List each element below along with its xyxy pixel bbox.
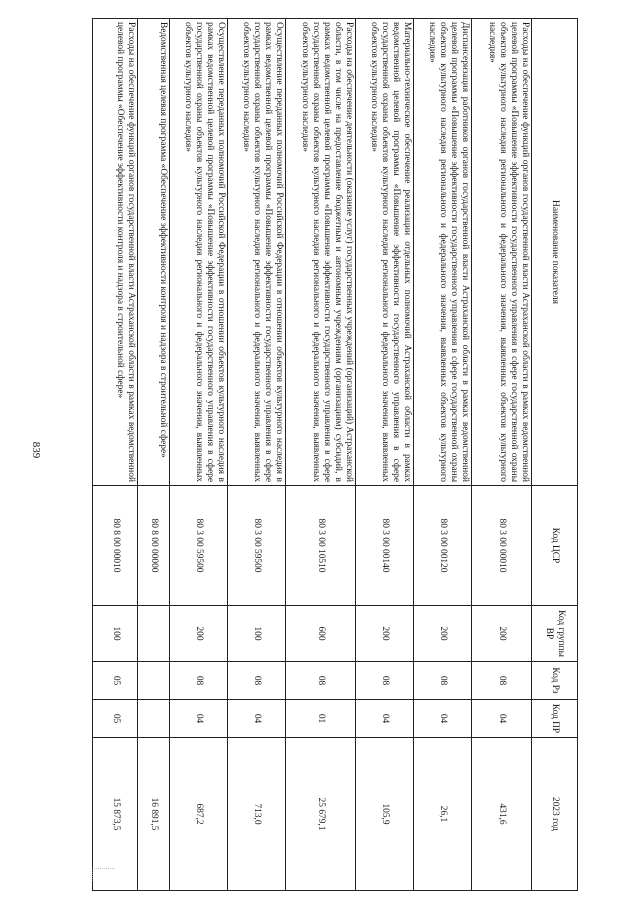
row-csr: 80 3 00 10510: [286, 486, 356, 606]
row-pr: 05: [93, 700, 138, 738]
row-amount: 16 891,5: [138, 738, 170, 891]
header-name: Наименование показателя: [532, 19, 578, 486]
header-csr: Код ЦСР: [532, 486, 578, 606]
row-csr: 80 3 00 00010: [472, 486, 532, 606]
table-row: [356, 19, 414, 891]
row-name: Осуществление переданных полномочий Российской Федерации в отношении объектов культурного наследия в рамках ведомственной целевой программы «Повышение эффективности государственного управления в сфере государственной охраны объектов культурного наследия регионального и федерального значения, выявленных объектов культурного наследия»: [228, 19, 286, 486]
row-pr: 01: [286, 700, 356, 738]
row-amount: 26,1: [414, 738, 472, 891]
row-amount: 431,6: [472, 738, 532, 891]
row-name: Расходы на обеспечение функций органов государственной власти Астраханской области в рамках ведомственной целевой программы «Повышение эффективности государственного управления в сфере государственной охраны объектов культурного наследия регионального и федерального значения, выявленных объектов культурного наследия»: [472, 19, 532, 486]
row-csr: 80 3 00 59500: [170, 486, 228, 606]
row-name: Осуществление переданных полномочий Российской Федерации в отношении объектов культурного наследия в рамках ведомственной целевой программы «Повышение эффективности государственного управления в сфере государственной охраны объектов культурного наследия регионального и федерального значения, выявленных объектов культурного наследия»: [170, 19, 228, 486]
row-vr: 600: [286, 606, 356, 662]
row-name: Материально-техническое обеспечение реализации отдельных полномочий Астраханской области в рамках ведомственной целевой программы «Повышение эффективности государственного управления в сфере государственной охраны объектов культурного наследия регионального и федерального значения, выявленных объектов культурного наследия»: [356, 19, 414, 486]
table-row: [472, 19, 532, 891]
row-vr: 200: [414, 606, 472, 662]
row-pr: 04: [228, 700, 286, 738]
row-rz: 08: [228, 662, 286, 700]
table-row: [286, 19, 356, 891]
table-row: [228, 19, 286, 891]
table-row: [170, 19, 228, 891]
row-vr: 100: [228, 606, 286, 662]
row-vr: 200: [356, 606, 414, 662]
header-pr: Код ПР: [532, 700, 578, 738]
row-rz: 05: [93, 662, 138, 700]
row-rz: 08: [170, 662, 228, 700]
row-rz: 08: [356, 662, 414, 700]
row-name: Расходы на обеспечение деятельности (оказание услуг) государственных учреждений (организаций) Астраханской области, в том числе на предоставление бюджетным и автономным учреждениям (организациям) субсидий, в рамках ведомственной целевой программы «Повышение эффективности государственного управления в сфере государственной охраны объектов культурного наследия регионального и федерального значения, выявленных объектов культурного наследия»: [286, 19, 356, 486]
row-rz: 08: [286, 662, 356, 700]
row-amount: 15 873,5: [93, 738, 138, 891]
table-header-row: [532, 19, 578, 891]
row-csr: 80 3 00 00120: [414, 486, 472, 606]
row-vr: 200: [170, 606, 228, 662]
row-csr: 80 3 00 00140: [356, 486, 414, 606]
page-number: 839: [30, 441, 42, 459]
row-rz: 08: [472, 662, 532, 700]
header-rz: Код Рз: [532, 662, 578, 700]
row-pr: 04: [170, 700, 228, 738]
row-vr: 100: [93, 606, 138, 662]
row-vr: [138, 606, 170, 662]
row-amount: 25 679,1: [286, 738, 356, 891]
budget-table-container: [110, 18, 578, 890]
row-name: Диспансеризация работников органов государственной власти Астраханской области в рамках ведомственной целевой программы «Повышение эффективности государственного управления в сфере государственной охраны объектов культурного наследия регионального и федерального значения, выявленных объектов культурного наследия»: [414, 19, 472, 486]
header-year: 2023 год: [532, 738, 578, 891]
row-pr: 04: [472, 700, 532, 738]
row-csr: 80 8 00 00010: [93, 486, 138, 606]
row-rz: 08: [414, 662, 472, 700]
row-amount: 713,0: [228, 738, 286, 891]
rotated-landscape-page: [110, 18, 578, 890]
scan-artifact: [92, 868, 115, 881]
table-row: [138, 19, 170, 891]
row-pr: 04: [356, 700, 414, 738]
table-row: [414, 19, 472, 891]
row-csr: 80 8 00 00000: [138, 486, 170, 606]
row-rz: [138, 662, 170, 700]
budget-table: [92, 18, 578, 891]
row-amount: 105,9: [356, 738, 414, 891]
header-vr: Код группы ВР: [532, 606, 578, 662]
row-vr: 200: [472, 606, 532, 662]
row-name: Расходы на обеспечение функций органов государственной власти Астраханской области в рамках ведомственной целевой программы «Обеспечение эффективности контроля и надзора в строительной сфере»: [93, 19, 138, 486]
row-amount: 687,2: [170, 738, 228, 891]
row-pr: [138, 700, 170, 738]
table-row: [93, 19, 138, 891]
row-pr: 04: [414, 700, 472, 738]
row-name: Ведомственная целевая программа «Обеспечение эффективности контроля и надзора в строительной сфере»: [138, 19, 170, 486]
row-csr: 80 3 00 59500: [228, 486, 286, 606]
